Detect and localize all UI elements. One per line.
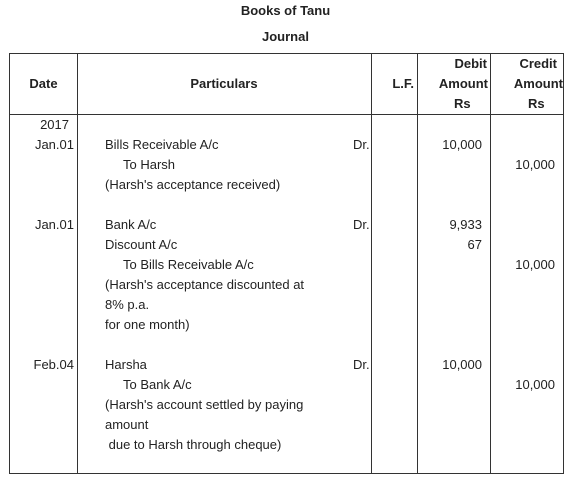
entry-line: To Bills Receivable A/c: [123, 257, 254, 272]
entry-line: Discount A/c: [105, 237, 178, 252]
header-debit-line2: Amount: [438, 76, 488, 91]
journal-title: Journal: [262, 29, 309, 44]
column-divider-date: [77, 54, 78, 473]
entry-date: Feb.04: [33, 357, 74, 372]
column-divider-particulars: [371, 54, 372, 473]
entry-line: Harsha: [105, 357, 147, 372]
year-label: 2017: [40, 117, 69, 132]
header-debit-line1: Debit: [454, 56, 487, 71]
header-date: Date: [29, 76, 58, 91]
header-particulars: Particulars: [190, 76, 258, 91]
header-credit-line2: Amount: [513, 76, 563, 91]
debit-amount: 67: [467, 237, 482, 252]
entry-narration: 8% p.a.: [105, 297, 150, 312]
column-divider-lf: [417, 54, 418, 473]
credit-amount: 10,000: [515, 257, 555, 272]
header-credit: [490, 54, 565, 114]
header-credit-line1: Credit: [519, 56, 557, 71]
dr-marker: Dr.: [353, 357, 370, 372]
journal-table: [9, 53, 564, 474]
entry-narration: (Harsh's acceptance received): [105, 177, 281, 192]
debit-amount: 10,000: [442, 357, 482, 372]
entry-narration: for one month): [105, 317, 190, 332]
entry-narration: due to Harsh through cheque): [105, 437, 282, 452]
entry-narration: (Harsh's account settled by paying: [105, 397, 304, 412]
header-divider: [10, 114, 563, 115]
credit-amount: 10,000: [515, 157, 555, 172]
entry-date: Jan.01: [34, 137, 74, 152]
entry-narration: (Harsh's acceptance discounted at: [105, 277, 305, 292]
book-title: Books of Tanu: [240, 3, 331, 18]
debit-amount: 9,933: [449, 217, 482, 232]
header-debit: [417, 54, 490, 114]
debit-amount: 10,000: [442, 137, 482, 152]
header-lf: L.F.: [392, 76, 414, 91]
entry-line: Bank A/c: [105, 217, 157, 232]
entry-line: To Harsh: [123, 157, 176, 172]
header-debit-line3: Rs: [454, 96, 471, 111]
credit-amount: 10,000: [515, 377, 555, 392]
dr-marker: Dr.: [353, 217, 370, 232]
dr-marker: Dr.: [353, 137, 370, 152]
entry-date: Jan.01: [34, 217, 74, 232]
entry-narration: amount: [105, 417, 149, 432]
entry-line: Bills Receivable A/c: [105, 137, 219, 152]
entry-line: To Bank A/c: [123, 377, 192, 392]
header-credit-line3: Rs: [528, 96, 545, 111]
